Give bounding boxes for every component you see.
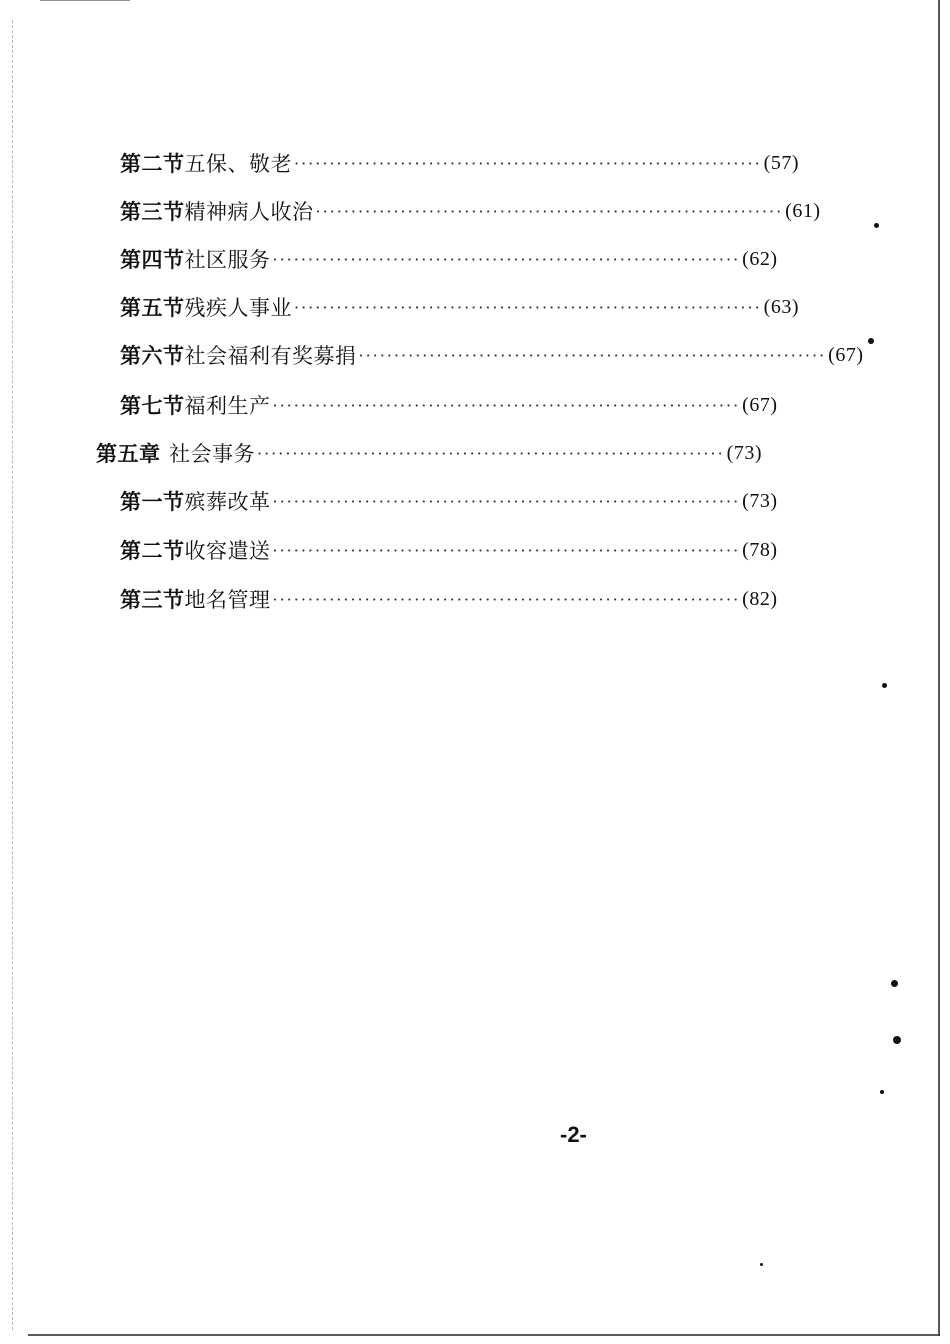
toc-leader-dots: ··································································	[315, 201, 784, 221]
toc-chapter-title: 社会事务	[169, 442, 255, 466]
toc-leader-dots: ··································································	[272, 540, 741, 560]
toc-section-title: 收容遣送	[184, 539, 271, 563]
scan-speck	[868, 338, 874, 344]
toc-chapter-label: 第五章	[96, 441, 161, 466]
toc-page-ref: (73)	[726, 441, 762, 464]
page-number: -2-	[560, 1122, 587, 1147]
toc-leader-dots: ··································································	[358, 345, 827, 365]
toc-entry	[120, 292, 799, 322]
toc-entry	[120, 390, 778, 420]
scan-edge-left	[12, 20, 14, 1330]
toc-leader-dots: ··································································	[257, 443, 725, 463]
toc-section-title: 精神病人收治	[184, 200, 314, 224]
toc-section-label: 第二节	[120, 151, 185, 176]
scan-speck	[760, 1263, 763, 1266]
toc-chapter-entry	[96, 438, 762, 468]
toc-section-label: 第六节	[120, 343, 185, 368]
toc-section-title: 社区服务	[184, 248, 271, 272]
toc-entry	[120, 584, 778, 614]
toc-leader-dots: ··································································	[272, 491, 741, 511]
toc-section-title: 社会福利有奖募捐	[184, 344, 357, 368]
toc-section-title: 福利生产	[184, 394, 271, 418]
toc-section-label: 第三节	[120, 199, 185, 224]
toc-leader-dots: ··································································	[272, 589, 741, 609]
toc-leader-dots: ··································································	[294, 153, 762, 173]
toc-page-ref: (67)	[742, 393, 778, 416]
toc-section-title: 殡葬改革	[184, 490, 271, 514]
toc-section-label: 第五节	[120, 295, 185, 320]
toc-page-ref: (63)	[763, 295, 799, 318]
scan-edge-bottom	[28, 1334, 940, 1336]
toc-page-ref: (73)	[742, 489, 778, 512]
toc-entry	[120, 244, 778, 274]
toc-section-title: 五保、敬老	[184, 152, 292, 176]
toc-entry	[120, 535, 778, 565]
toc-section-label: 第二节	[120, 538, 185, 563]
scan-speck	[882, 683, 887, 688]
toc-page-ref: (62)	[742, 247, 778, 270]
scan-edge-right	[938, 0, 940, 1336]
toc-entry	[120, 196, 821, 226]
toc-entry	[120, 148, 799, 178]
toc-section-label: 第一节	[120, 489, 185, 514]
scan-edge-top	[40, 0, 130, 1]
toc-entry	[120, 340, 864, 370]
toc-leader-dots: ··································································	[294, 297, 762, 317]
scan-speck	[874, 223, 879, 228]
toc-page-ref: (57)	[763, 151, 799, 174]
scan-speck	[891, 980, 898, 987]
scan-speck	[893, 1036, 901, 1044]
toc-section-title: 残疾人事业	[184, 296, 292, 320]
toc-leader-dots: ··································································	[272, 249, 741, 269]
toc-leader-dots: ··································································	[272, 395, 741, 415]
toc-section-title: 地名管理	[184, 588, 271, 612]
toc-page-ref: (82)	[742, 587, 778, 610]
toc-section-label: 第七节	[120, 393, 185, 418]
toc-entry	[120, 486, 778, 516]
toc-page-ref: (67)	[828, 343, 864, 366]
scan-speck	[880, 1090, 884, 1094]
toc-page-ref: (61)	[785, 199, 821, 222]
toc-page-ref: (78)	[742, 538, 778, 561]
toc-section-label: 第三节	[120, 587, 185, 612]
toc-section-label: 第四节	[120, 247, 185, 272]
